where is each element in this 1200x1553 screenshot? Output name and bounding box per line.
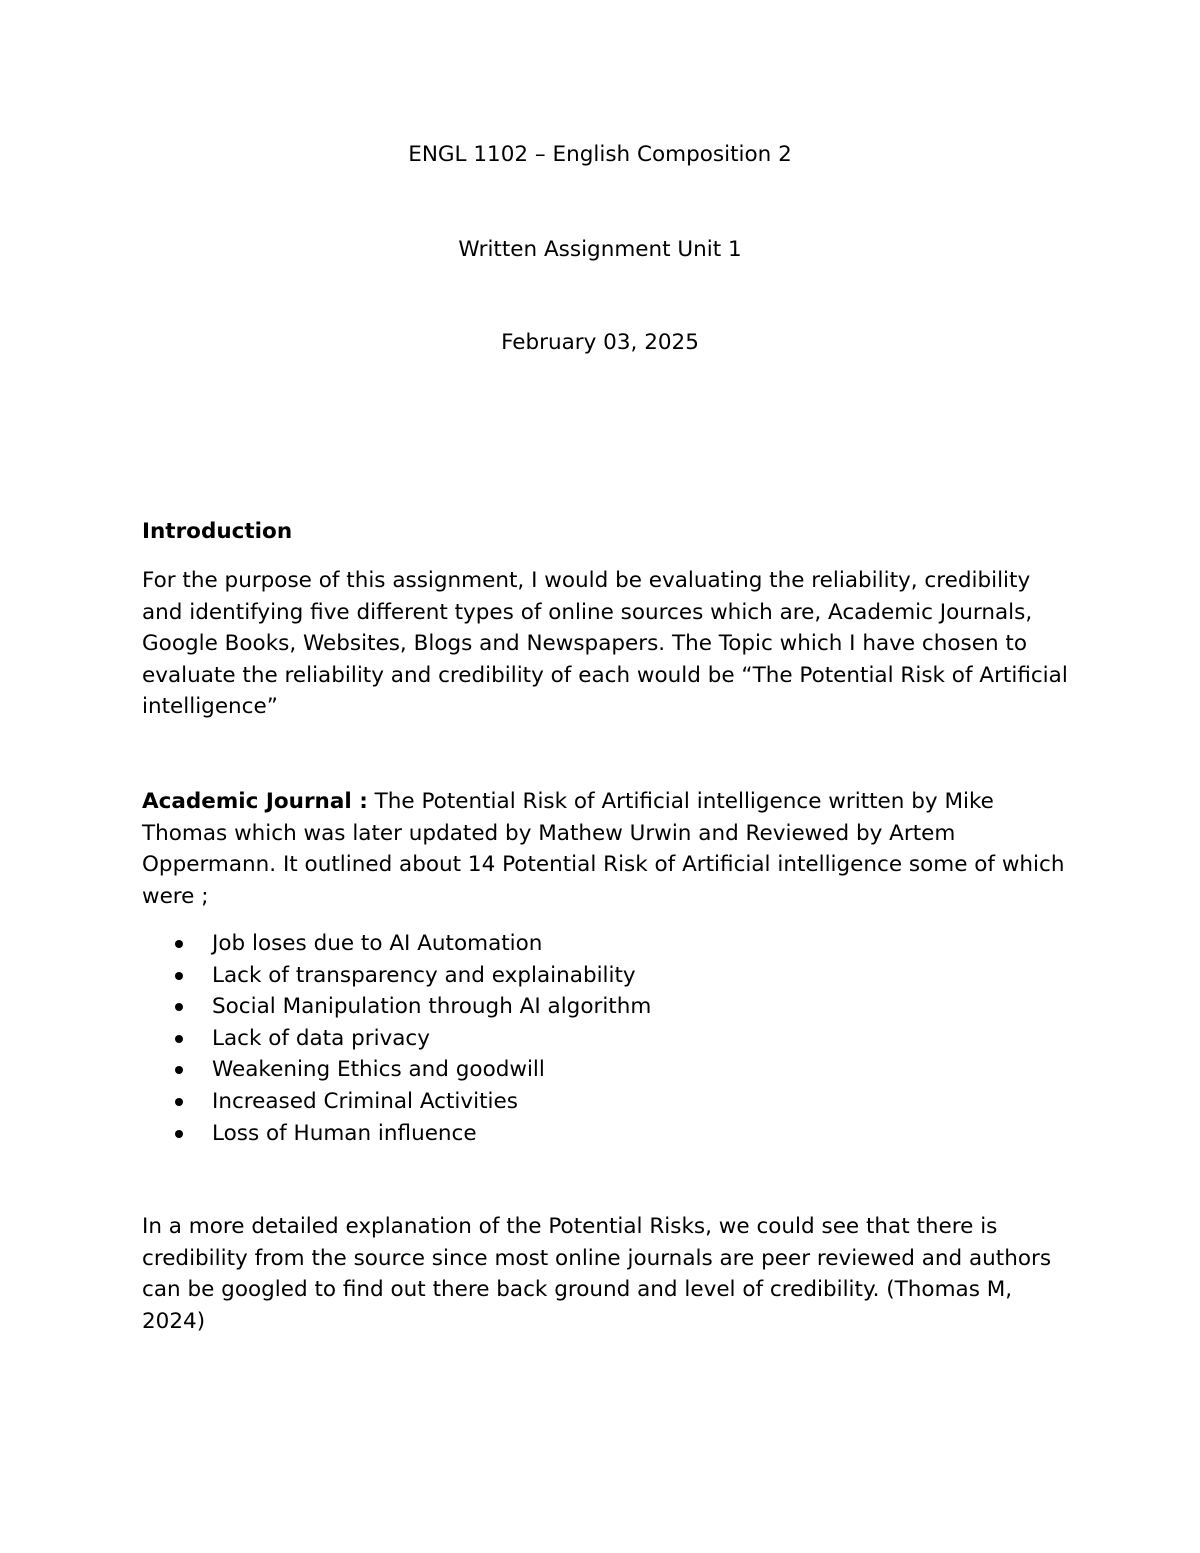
list-item: Increased Criminal Activities xyxy=(142,1086,1042,1118)
list-item: Job loses due to AI Automation xyxy=(142,928,1042,960)
bullet-icon xyxy=(175,1130,183,1138)
bullet-icon xyxy=(175,1066,183,1074)
risk-list xyxy=(142,928,1042,1149)
bullet-icon xyxy=(175,1098,183,1106)
assignment-date: February 03, 2025 xyxy=(501,330,699,355)
bullet-icon xyxy=(175,940,183,948)
bullet-icon xyxy=(175,972,183,980)
academic-journal-label: Academic Journal : xyxy=(142,789,368,814)
list-item: Lack of data privacy xyxy=(142,1023,1042,1055)
bullet-icon xyxy=(175,1003,183,1011)
academic-journal-text: The Potential Risk of Artificial intelligence written by Mike Thomas which was later updated by Mathew Urwin and Reviewed by Artem Oppermann. It outlined about 14 Potential Risk of Artificial intelligence some of which were ; xyxy=(142,789,1065,909)
bullet-icon xyxy=(175,1035,183,1043)
list-item: Weakening Ethics and goodwill xyxy=(142,1054,1042,1086)
academic-journal-paragraph xyxy=(142,786,1072,912)
list-item: Social Manipulation through AI algorithm xyxy=(142,991,1042,1023)
introduction-text: For the purpose of this assignment, I would be evaluating the reliability, credibility and identifying five different types of online sources which are, Academic Journals, Google Books, Websites, Blogs and Newspapers. The Topic which I have chosen to evaluate the reliability and credibility of each would be “The Potential Risk of Artificial intelligence” xyxy=(142,568,1068,719)
explanation-text: In a more detailed explanation of the Potential Risks, we could see that there is credibility from the source since most online journals are peer reviewed and authors can be googled to find out there back ground and level of credibility. (Thomas M, 2024) xyxy=(142,1214,1052,1334)
introduction-paragraph xyxy=(142,565,1072,723)
assignment-title: Written Assignment Unit 1 xyxy=(458,237,742,262)
list-item: Loss of Human influence xyxy=(142,1118,1042,1150)
introduction-heading: Introduction xyxy=(142,519,293,544)
explanation-paragraph xyxy=(142,1211,1072,1337)
course-title: ENGL 1102 – English Composition 2 xyxy=(408,142,792,167)
list-item: Lack of transparency and explainability xyxy=(142,960,1042,992)
